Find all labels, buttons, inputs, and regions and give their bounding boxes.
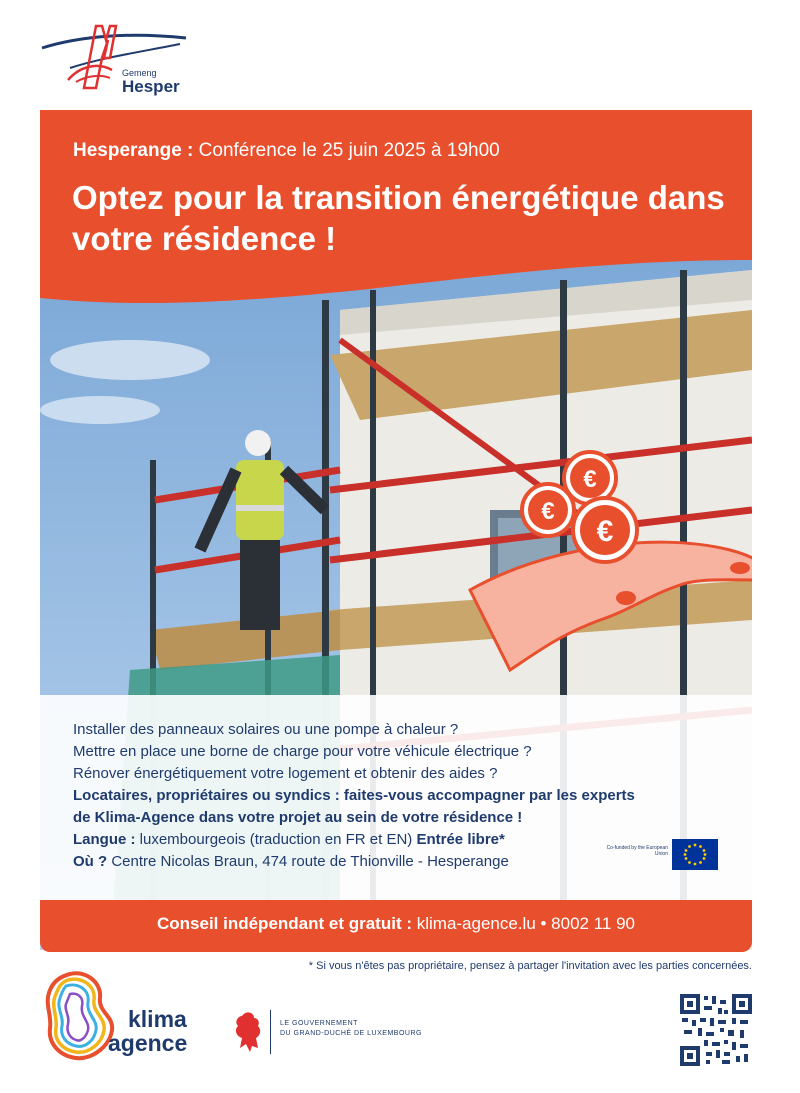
info-line-klima: de Klima-Agence dans votre projet au sein de votre résidence ! (73, 809, 523, 826)
contact-details: klima-agence.lu • 8002 11 90 (412, 914, 636, 933)
info-line-renovation: Rénover énergétiquement votre logement et obtenir des aides ? (73, 765, 498, 782)
info-line-charging: Mettre en place une borne de charge pour votre véhicule électrique ? (73, 743, 532, 760)
poster (40, 110, 752, 952)
klima-agence-logo (40, 968, 220, 1068)
gemeng-hesper-logo (40, 18, 190, 96)
entree-libre: Entrée libre* (416, 831, 505, 848)
government-logo (232, 1008, 452, 1058)
langue-label: Langue : (73, 831, 136, 848)
info-panel (40, 695, 752, 900)
event-subtitle (73, 140, 500, 162)
gov-line-2: DU GRAND-DUCHÉ DE LUXEMBOURG (280, 1030, 422, 1037)
qr-code-icon (680, 994, 752, 1066)
contact-label: Conseil indépendant et gratuit : (156, 914, 412, 933)
event-location: Hesperange : (73, 140, 194, 161)
eu-cofunded-badge (600, 839, 720, 871)
langue-value: luxembourgeois (traduction en FR et EN) (135, 831, 417, 848)
agence-word: agence (108, 1030, 188, 1056)
title-banner (40, 110, 752, 310)
footnote: * Si vous n'êtes pas propriétaire, pensez à partager l'invitation avec les parties concernées. (308, 960, 752, 972)
gov-divider (270, 1010, 271, 1054)
info-line-solar: Installer des panneaux solaires ou une pompe à chaleur ? (73, 721, 459, 738)
red-lion-icon (232, 1008, 266, 1056)
gov-line-1: LE GOUVERNEMENT (280, 1020, 358, 1027)
euro-symbol-1: € (583, 466, 597, 493)
contact-text (40, 914, 752, 934)
poster-title: Optez pour la transition énergétique dans votre résidence ! (72, 179, 725, 257)
klima-word: klima (128, 1006, 187, 1032)
event-date: Conférence le 25 juin 2025 à 19h00 (193, 140, 500, 161)
info-line-experts: Locataires, propriétaires ou syndics : faites-vous accompagner par les experts (73, 787, 635, 804)
logo-line-gemeng: Gemeng (122, 68, 157, 78)
eu-flag-icon (672, 839, 718, 870)
euro-symbol-3: € (596, 515, 614, 548)
logo-line-hesper: Hesper (122, 77, 180, 96)
contact-bar (40, 900, 752, 952)
eu-text: Co-funded by the European Union (606, 845, 668, 857)
euro-symbol-2: € (541, 498, 555, 525)
ou-label: Où ? (73, 853, 108, 870)
ou-value: Centre Nicolas Braun, 474 route de Thionville - Hesperange (107, 853, 509, 870)
qr-code[interactable] (680, 994, 752, 1066)
